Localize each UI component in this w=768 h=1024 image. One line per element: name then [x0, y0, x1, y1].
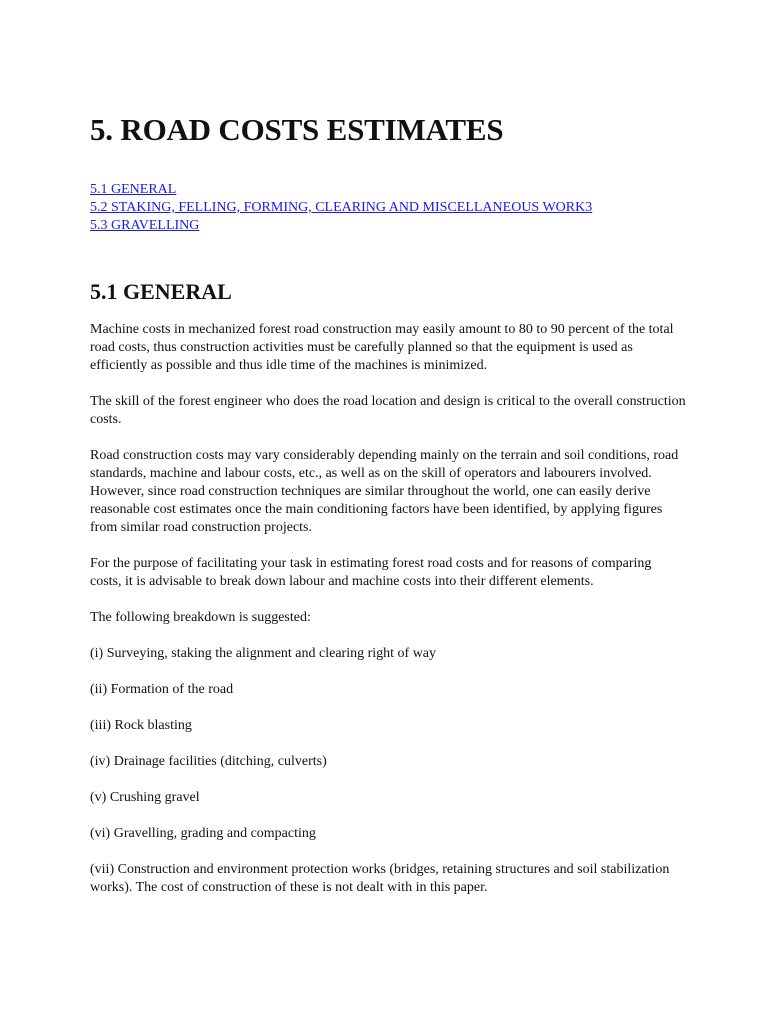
section-body — [90, 321, 686, 915]
toc-link-gravelling[interactable]: 5.3 GRAVELLING — [90, 218, 200, 233]
paragraph-engineer-skill: The skill of the forest engineer who does the road location and design is critical to the overall construction costs. — [90, 394, 686, 427]
toc-link-general[interactable]: 5.1 GENERAL — [90, 182, 177, 197]
list-item-formation: (ii) Formation of the road — [90, 682, 234, 697]
table-of-contents — [90, 181, 592, 235]
paragraph-machine-costs: Machine costs in mechanized forest road construction may easily amount to 80 to 90 percent of the total road costs, thus construction activities must be carefully planned so that the equipment is used as efficiently as possible and thus idle time of the machines is minimized. — [90, 322, 674, 373]
list-item-gravelling: (vi) Gravelling, grading and compacting — [90, 826, 316, 841]
list-item-construction-works: (vii) Construction and environment protection works (bridges, retaining structures and soil stabilization works). The cost of construction of these is not dealt with in this paper. — [90, 862, 670, 895]
paragraph-breakdown-intro: The following breakdown is suggested: — [90, 610, 311, 625]
list-item-crushing-gravel: (v) Crushing gravel — [90, 790, 200, 805]
list-item-surveying: (i) Surveying, staking the alignment and clearing right of way — [90, 646, 437, 661]
list-item-drainage: (iv) Drainage facilities (ditching, culverts) — [90, 754, 327, 769]
section-heading: 5.1 GENERAL — [90, 279, 232, 304]
paragraph-purpose: For the purpose of facilitating your task in estimating forest road costs and for reasons of comparing costs, it is advisable to break down labour and machine costs into their different elements. — [90, 556, 652, 589]
list-item-rock-blasting: (iii) Rock blasting — [90, 718, 192, 733]
toc-link-staking[interactable]: 5.2 STAKING, FELLING, FORMING, CLEARING AND MISCELLANEOUS WORK3 — [90, 200, 593, 215]
page-title: 5. ROAD COSTS ESTIMATES — [90, 112, 504, 147]
paragraph-cost-variation: Road construction costs may vary considerably depending mainly on the terrain and soil conditions, road standards, machine and labour costs, etc., as well as on the skill of operators and labourers involved. However, since road construction techniques are similar throughout the world, one can easily derive reasonable cost estimates once the main conditioning factors have been identified, by applying figures from similar road construction projects. — [90, 448, 679, 535]
